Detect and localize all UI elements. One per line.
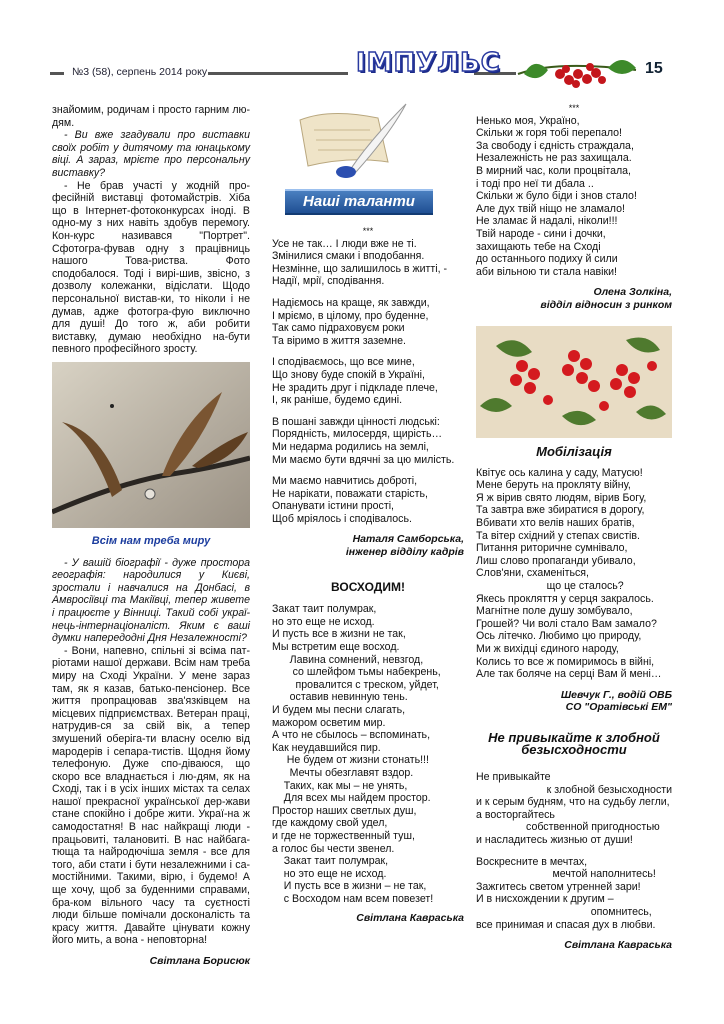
- right-poem1-author: Олена Золкіна,: [593, 286, 672, 299]
- poem-line: Надіємось на краще, як завжди,: [272, 296, 430, 309]
- poem-line: Магнітне поле душу зомбувало,: [476, 605, 633, 618]
- right-stars: ***: [568, 103, 580, 113]
- poem-line: и к серым будням, что на судьбу легли,: [476, 796, 670, 809]
- right-poem3-title-line2: безысходности: [521, 742, 627, 758]
- poem-line: Квітує ось калина у саду, Матусю!: [476, 466, 643, 479]
- poem1-body: [272, 238, 464, 526]
- right-column: [476, 102, 672, 312]
- header-rule-left: [50, 72, 64, 75]
- viburnum-berries-icon: [516, 52, 642, 94]
- poem-line: где каждому свой удел,: [272, 817, 388, 830]
- poem-line: Лавина сомнений, невзгод,: [272, 653, 424, 666]
- poem1-role: інженер відділу кадрів: [345, 546, 464, 559]
- poem-line: оставив невинную тень.: [272, 691, 408, 704]
- poem-line: Не зрадить друг і підкладе плече,: [272, 381, 438, 394]
- poem-line: Грошей? Чи волі стало Вам замало?: [476, 617, 657, 630]
- poem-line: Ми недарма родились на землі,: [272, 440, 429, 453]
- poem-line: и где не торжественный туш,: [272, 829, 415, 842]
- right-poem3-author: Світлана Кавраська: [564, 939, 672, 952]
- left-intro-p1: знайомим, родичам і просто гарним лю-дям.: [52, 104, 250, 129]
- poem-line: И пусть все в жизни не так,: [272, 628, 406, 641]
- poem-line: Незмінне, що залишилось в житті, -: [272, 262, 447, 275]
- poem-line: но это еще не исход.: [272, 867, 387, 880]
- poem-line: Ми маємо навчитись доброті,: [272, 475, 418, 488]
- poem-line: Порядність, милосердя, щирість…: [272, 428, 443, 441]
- poem-line: Але дух твій ніщо не зламало!: [476, 202, 625, 215]
- poem-line: И пусть все в жизни – не так,: [272, 880, 427, 893]
- poem-line: Ми ж вихідці єдиного народу,: [476, 642, 619, 655]
- poem-line: В пошані завжди цінності людські:: [272, 415, 440, 428]
- poem-line: Питання риторичне сумнівало,: [476, 542, 628, 555]
- section-banner: Наші таланти: [285, 189, 433, 215]
- poem-line: І сподіваємось, що все мине,: [272, 356, 415, 369]
- poem-line: Лиш слово пропаганди убивало,: [476, 554, 636, 567]
- right-poem2-body: [476, 467, 672, 681]
- poem-line: За свободу і єдність страждала,: [476, 139, 634, 152]
- photo-caption: Всім нам треба миру: [91, 535, 211, 547]
- poem-line: со шлейфом тьмы набекрень,: [272, 666, 441, 679]
- viburnum-painting: [476, 326, 672, 438]
- poem2-title: ВОСХОДИМ!: [331, 579, 405, 594]
- poem-line: [272, 288, 464, 297]
- right-poem3-title-line1: Не привыкайте к злобной: [488, 729, 660, 745]
- poem1-author: Наталя Самборська,: [352, 533, 464, 546]
- poem-line: а восторгайтесь: [476, 808, 555, 821]
- poem-line: и насладитесь жизнью от души!: [476, 834, 633, 847]
- twig-photo: [52, 362, 250, 528]
- poem2-body: [272, 603, 464, 905]
- poem-line: [272, 466, 464, 475]
- poem-line: опомнитесь,: [476, 906, 652, 918]
- left-column: [52, 104, 250, 356]
- poem-line: И в нисхождении к другим –: [476, 893, 614, 906]
- poem-line: И будем мы песни слагать,: [272, 704, 406, 716]
- poem-line: Опанувати істини прості,: [272, 500, 394, 513]
- right-poem2-role: СО "Оратівські ЕМ": [565, 701, 672, 714]
- poem-line: Але так боляче на серці Вам й мені…: [476, 668, 662, 681]
- poem-line: що це сталось?: [476, 579, 624, 592]
- poem-line: Скільки ж горя тобі перепало!: [476, 127, 623, 140]
- poem-line: [476, 847, 672, 856]
- poem-line: все принимая и спасая дух в любви.: [476, 918, 656, 931]
- left-column-lower: [52, 535, 250, 968]
- poem-line: [272, 407, 464, 416]
- poem-line: Ось літечко. Любимо цю природу,: [476, 630, 642, 643]
- poem-line: Я ж вірив свято людям, вірив Богу,: [476, 491, 647, 504]
- poem-line: Якесь прокляття у серця закралось.: [476, 592, 654, 605]
- right-poem1-role: відділ відносин з ринком: [540, 298, 672, 311]
- left-intro-answer: - Не брав участі у жодній про-фесійній виставці фотомайстрів. Хіба що в Інтернет-фотоконкурсах іноді. В одно-му з них навіть здобув перемогу. Кон-курс називався "Портрет". Сфотогра-фував одну з працівниць нашого Това-риства. Фото сподобалося. Тоді і вирі-шив, звісно, з дозволу колежанки, відіслати. Щодо персональної вистав-ки, то ніколи і не думав, адже фотогра-фую виключно для душі! До того ж, аби робити виставку, думаю необхідно на-бути певного професійного зросту.: [52, 179, 250, 356]
- poem-line: Та завтра вже збиратися в дорогу,: [476, 504, 645, 517]
- poem-line: Надії, мрії, сподівання.: [272, 275, 385, 288]
- right-poem2-title: Мобілізація: [536, 444, 612, 459]
- poem1-stars: ***: [362, 226, 374, 236]
- poem-line: Скільки ж було біди і знов стало!: [476, 190, 637, 203]
- poem-line: Мы встретим еще восход.: [272, 641, 400, 654]
- poem-line: Закат таит полумрак,: [272, 603, 377, 616]
- poem-line: Усе не так… І люди вже не ті.: [272, 237, 417, 250]
- page-number: 15: [645, 60, 663, 77]
- poem-line: Слов'яни, схаменіться,: [476, 567, 589, 580]
- left-answer-2: - Вони, напевно, спільні зі всіма пат-ріотами нашої держави. Всім нам треба миру на Сході України. У мене зараз там, як я казав, батько-пенсіонер. Все життя пропрацював зва'язківцем на місцевих підприємствах. Ветеран праці, натрудив-ся за свій вік, а тепер змушений оберіга-ти власну оселю від мародерів і сепара-тистів. Щодня йому телефоную. Дуже спо-діваюся, що скоро все владнається і лю-дям, як на Сході, так і в усіх інших містах та селах нашої прекрасної української дер-жави стане спокійно і добре жити. Украї-на ж самодостатня! В нас найкращі люди - працьовиті, талановиті. В нас найбага-тюща та найродючіша земля - все для того, аби стати і бути незалежними і са-мостійними. Такими, вірю, і будемо! А ще хочу, щоб за буденними справами, бра-ком вільного часу та суєтності люди більше помічали досконалість та красу життя. Давайте цінувати кожну його мить, а вона - неповторна!: [52, 644, 250, 947]
- poem-line: Для всех мы найдем простор.: [272, 792, 431, 805]
- poem-line: мажором осветим мир.: [272, 716, 386, 729]
- poem-line: аби вільною ти стала навіки!: [476, 265, 618, 278]
- poem-line: В мирний час, коли процвітала,: [476, 164, 631, 177]
- poem-line: І мріємо, в цілому, про буденне,: [272, 309, 429, 322]
- middle-column: [272, 225, 464, 924]
- poem-line: А что не сбылось – вспоминать,: [272, 729, 431, 742]
- poem-line: Не привыкайте: [476, 771, 551, 784]
- right-column-lower: [476, 446, 672, 952]
- right-poem2-author: Шевчук Г., водій ОВБ: [560, 688, 672, 701]
- poem-line: Колись то все ж помиримось в війні,: [476, 655, 655, 668]
- left-signature: Світлана Борисюк: [149, 955, 250, 967]
- poem-line: а голос бы чести звенел.: [272, 842, 395, 855]
- poem-line: Вбивати хто велів наших братів,: [476, 516, 635, 529]
- poem-line: Как неудавшийся пир.: [272, 741, 381, 754]
- poem-line: Твій народе - сини і дочки,: [476, 227, 606, 240]
- poem-line: собственной пригодностью: [476, 821, 660, 834]
- poem-line: [272, 347, 464, 356]
- poem-line: Не нарікати, поважати старість,: [272, 487, 428, 500]
- poem-line: Воскресните в мечтах,: [476, 855, 588, 868]
- poem-line: Таких, как мы – не унять,: [272, 779, 408, 792]
- poem-line: Ми маємо бути вдячні за цю милість.: [272, 453, 455, 466]
- left-intro-question: - Ви вже згадували про виставки своїх робіт у дитячому та юнацькому віці. А зараз, мрієте про персональну виставку?: [52, 129, 250, 179]
- poem-line: захищають тебе на Сході: [476, 240, 601, 253]
- poem-line: до останнього подиху й сили: [476, 253, 618, 266]
- issue-label: №3 (58), серпень 2014 року: [72, 66, 208, 78]
- poem-line: Мечты обезглавят вздор.: [272, 766, 414, 779]
- poem-line: мечтой наполнитесь!: [476, 868, 656, 881]
- poem-line: і тоді про неї ти дбала ..: [476, 177, 594, 190]
- poem-line: Закат таит полумрак,: [272, 855, 389, 868]
- header-rule-mid: [208, 72, 348, 75]
- poem-line: І, як раніше, будемо єдині.: [272, 394, 403, 407]
- poem-line: Не будем от жизни стонать!!!: [272, 754, 429, 767]
- quill-inkwell-icon: [290, 100, 410, 182]
- poem-line: Не зламає й надалі, ніколи!!!: [476, 215, 618, 228]
- poem-line: Що знову буде спокій в Україні,: [272, 368, 425, 381]
- poem-line: Змінилися смаки і вподобання.: [272, 250, 425, 263]
- right-poem1-body: [476, 115, 672, 279]
- poem-line: провалится с треском, уйдет,: [272, 678, 439, 691]
- left-question-2: - У вашій біографії - дуже простора географія: народилися у Києві, зростали і навчалися на Донбасі, в Амвросіївці та Макіївці, тепер живете і працюєте у Вінниці. Такий собі украї-нець-інтернаціоналіст. Яким є ваші думки напередодні Дня Незалежності?: [52, 556, 250, 645]
- poem2-author: Світлана Кавраська: [356, 911, 464, 924]
- poem-line: Та вітер східний у степах свистів.: [476, 529, 640, 542]
- magazine-logo: ІМПУЛЬС: [356, 48, 501, 78]
- poem-line: Простор наших светлых душ,: [272, 804, 417, 817]
- poem-line: Незалежність не раз захищала.: [476, 152, 632, 165]
- poem-line: Та віримо в життя заземне.: [272, 334, 406, 347]
- poem-line: Ненько моя, Україно,: [476, 114, 580, 127]
- page-header: [0, 0, 724, 100]
- right-poem3-body: [476, 771, 672, 931]
- poem-line: Щоб мріялось і сподівалось.: [272, 512, 412, 525]
- poem-line: но это еще не исход.: [272, 615, 375, 628]
- poem-line: Мене беруть на прокляту війну,: [476, 479, 631, 492]
- poem-line: с Восходом нам всем повезет!: [272, 892, 434, 905]
- poem-line: Зажгитесь светом утренней зари!: [476, 880, 641, 893]
- poem-line: Так само підраховуєм роки: [272, 322, 405, 335]
- poem-line: к злобной безысходности: [476, 783, 673, 796]
